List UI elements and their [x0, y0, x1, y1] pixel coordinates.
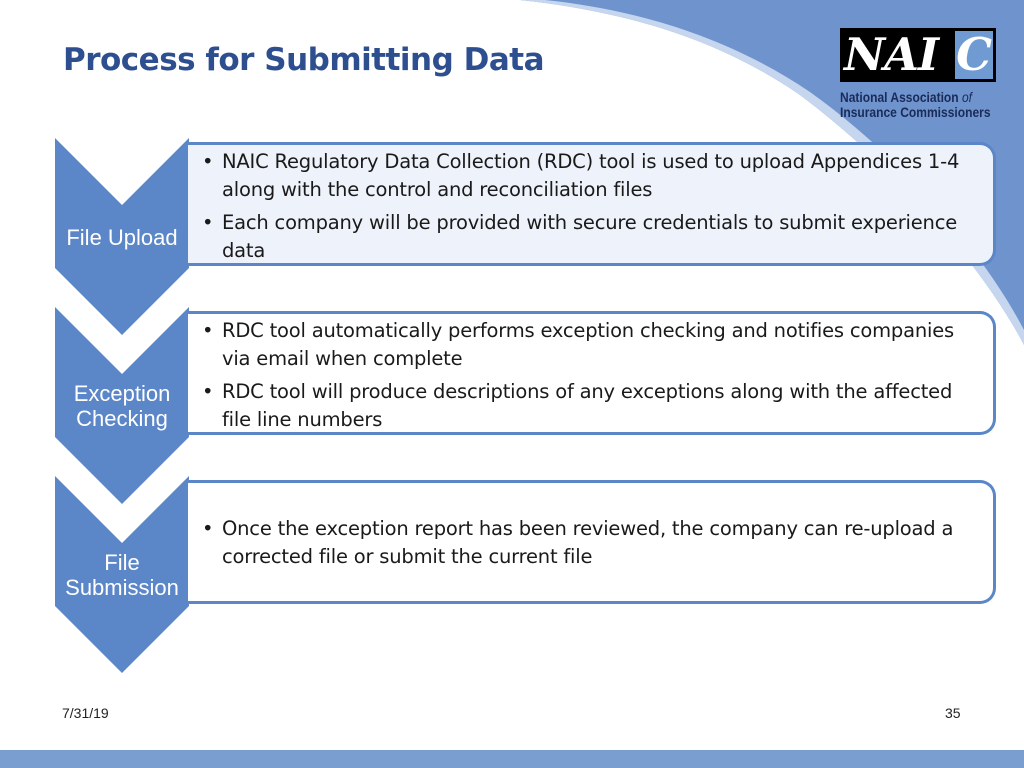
- logo-line1: National Association: [840, 89, 959, 105]
- step-3-bullet-1: • Once the exception report has been reviewed, the company can re-upload a corrected file or submit the current file: [188, 515, 993, 571]
- logo-wordmark: [840, 28, 996, 82]
- step-1-card: [188, 142, 996, 266]
- step-label-file-upload: [55, 225, 189, 250]
- logo-line2: Insurance Commissioners: [840, 104, 991, 120]
- step-3-label-line1: File: [104, 550, 140, 575]
- step-label-file-submission: [55, 550, 189, 600]
- step-2-card: [188, 311, 996, 435]
- step-label-exception-checking: [55, 381, 189, 431]
- step-1-bullet-2: • Each company will be provided with secure credentials to submit experience data: [188, 209, 993, 265]
- step-1-bullet-1: • NAIC Regulatory Data Collection (RDC) tool is used to upload Appendices 1-4 along with the control and reconciliation files: [188, 148, 993, 204]
- step-3-card: [188, 480, 996, 604]
- step-1-label: File Upload: [66, 225, 178, 250]
- step-2-label-line2: Checking: [76, 406, 168, 431]
- step-3-label-line2: Submission: [65, 575, 179, 600]
- step-2-label-line1: Exception: [73, 381, 171, 406]
- slide-title: Process for Submitting Data: [63, 42, 544, 78]
- logo-subtitle: [840, 89, 991, 120]
- step-2-bullet-1: • RDC tool automatically performs exception checking and notifies companies via email when complete: [188, 317, 993, 373]
- naic-logo: [840, 28, 1000, 120]
- step-2-bullet-2: • RDC tool will produce descriptions of any exceptions along with the affected file line numbers: [188, 378, 993, 434]
- page-number: 35: [945, 705, 961, 721]
- logo-letter-c: C: [956, 28, 992, 81]
- footer-date: 7/31/19: [62, 705, 109, 721]
- logo-letters: NAI: [844, 28, 939, 81]
- bottom-bar: [0, 750, 1024, 768]
- logo-line1-of: of: [961, 89, 973, 105]
